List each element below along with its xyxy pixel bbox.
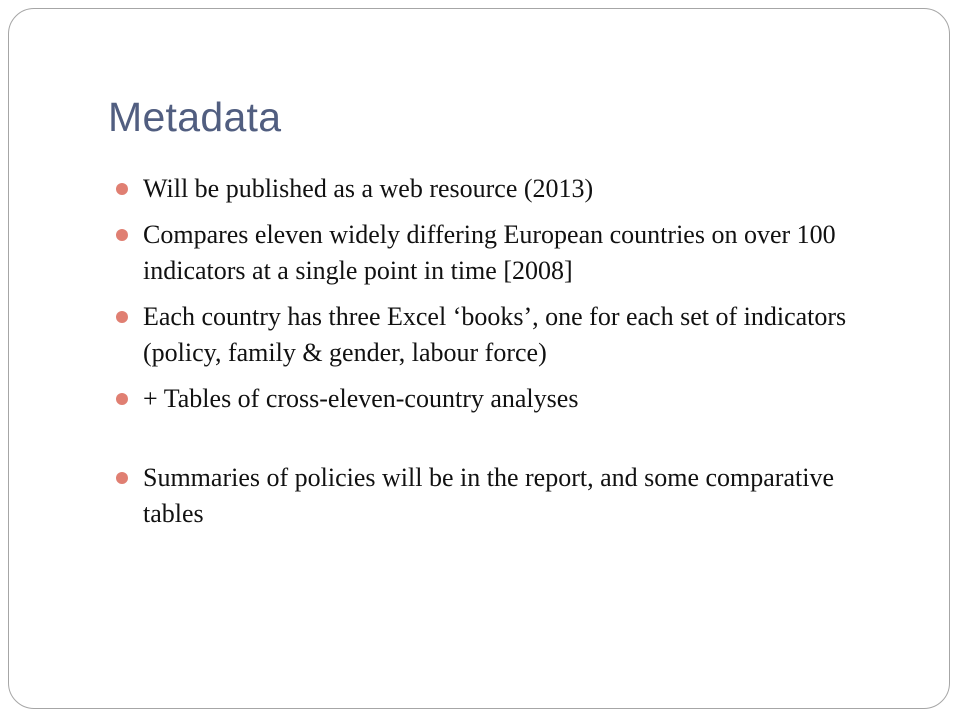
slide-title: Metadata — [108, 94, 282, 140]
bullet-list — [116, 171, 876, 542]
bullet-text: Summaries of policies will be in the report, and some comparative tables — [143, 463, 834, 528]
bullet-item — [116, 299, 876, 371]
bullet-item — [116, 217, 876, 289]
bullet-text: Each country has three Excel ‘books’, one for each set of indicators (policy, family & gender, labour force) — [143, 302, 847, 367]
bullet-dot-icon — [116, 183, 128, 195]
bullet-dot-icon — [116, 311, 128, 323]
bullet-item — [116, 460, 876, 532]
bullet-dot-icon — [116, 393, 128, 405]
bullet-dot-icon — [116, 472, 128, 484]
slide-frame — [8, 8, 950, 709]
bullet-text: + Tables of cross-eleven-country analyses — [143, 384, 579, 413]
bullet-dot-icon — [116, 229, 128, 241]
bullet-text: Compares eleven widely differing European countries on over 100 indicators at a single point in time [2008] — [143, 220, 836, 285]
bullet-item — [116, 171, 876, 207]
bullet-item — [116, 381, 876, 417]
bullet-text: Will be published as a web resource (2013) — [143, 174, 594, 203]
